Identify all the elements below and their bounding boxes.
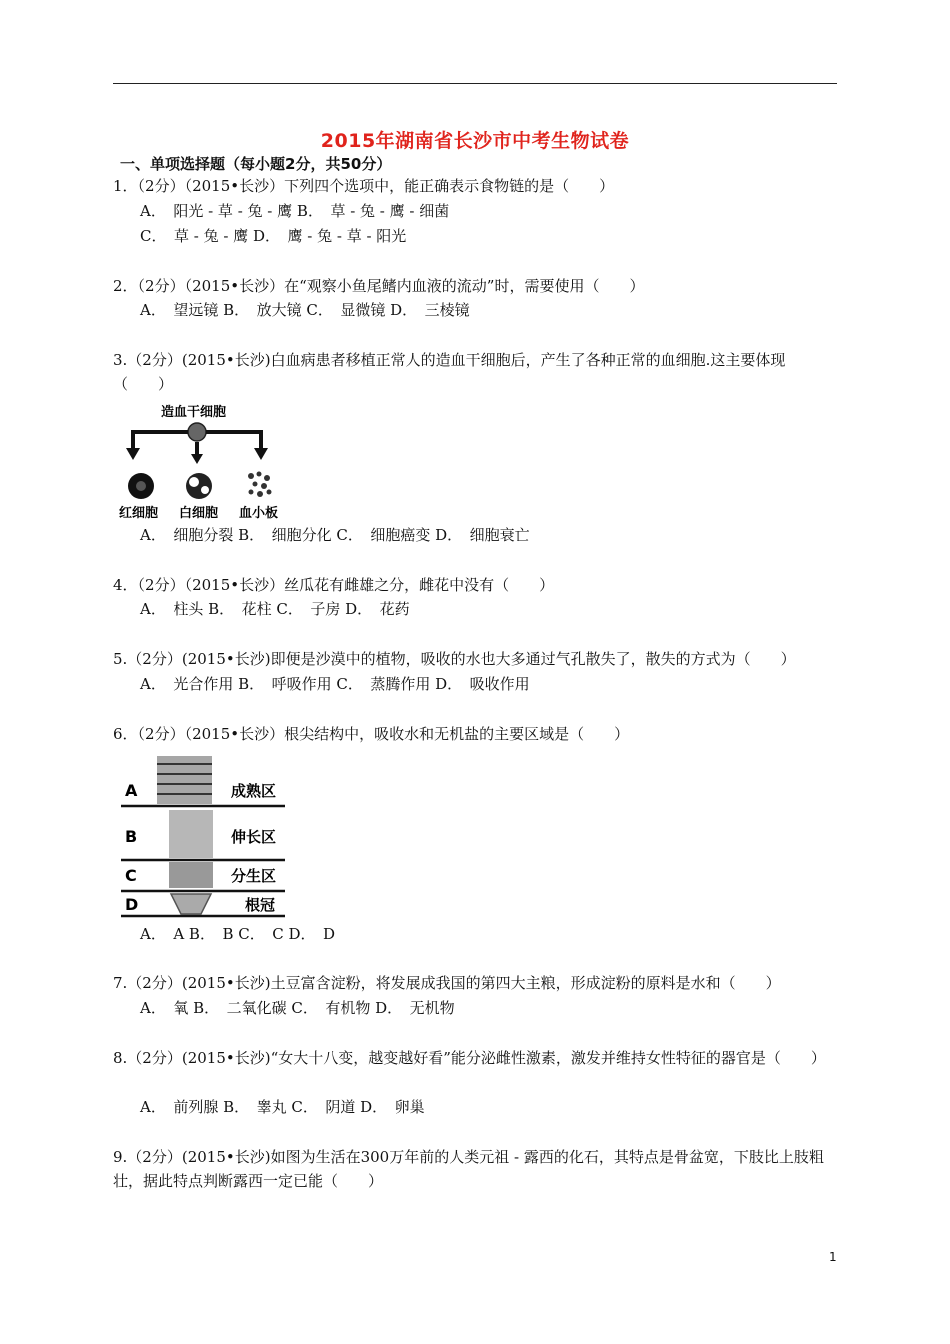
figure-label-white-blood-cell: 白细胞 — [179, 506, 219, 521]
figure-label-red-blood-cell: 红细胞 — [119, 506, 159, 521]
root-zone-label-b: 伸长区 — [231, 828, 277, 846]
page-title: 2015年湖南省长沙市中考生物试卷 — [320, 130, 630, 152]
white-blood-cell-icon — [186, 473, 212, 499]
question-3-stem: 3.（2分）(2015•长沙)白血病患者移植正常人的造血干细胞后，产生了各种正常的血细胞.这主要体现（ ） — [113, 351, 786, 393]
figure-label-platelet: 血小板 — [239, 506, 279, 521]
question-8-options: A． 前列腺 B． 睾丸 C． 阴道 D． 卵巢 — [140, 1098, 425, 1116]
root-zone-letter-a: A — [125, 781, 138, 800]
header-rule — [113, 83, 837, 84]
figure-label-stem-cell: 造血干细胞 — [161, 405, 227, 420]
question-6-options: A． A B． B C． C D． D — [140, 925, 336, 943]
question-7-options: A． 氧 B． 二氧化碳 C． 有机物 D． 无机物 — [140, 999, 455, 1017]
root-zone-label-c: 分生区 — [231, 867, 277, 885]
stem-cell-differentiation-figure — [113, 400, 288, 522]
question-7-stem: 7.（2分）(2015•长沙)土豆富含淀粉，将发展成我国的第四大主粮，形成淀粉的原料是水和（ ） — [113, 974, 781, 992]
question-1-stem: 1．（2分）（2015•长沙）下列四个选项中，能正确表示食物链的是（ ） — [113, 177, 615, 195]
question-4-stem: 4．（2分）（2015•长沙）丝瓜花有雌雄之分，雌花中没有（ ） — [113, 576, 555, 594]
platelet-icon — [248, 472, 272, 498]
question-6-stem: 6．（2分）（2015•长沙）根尖结构中，吸收水和无机盐的主要区域是（ ） — [113, 725, 630, 743]
question-5-stem: 5.（2分）(2015•长沙)即便是沙漠中的植物，吸收的水也大多通过气孔散失了，散失的方式为（ ） — [113, 650, 796, 668]
root-zone-label-d: 根冠 — [245, 896, 276, 914]
root-zone-label-a: 成熟区 — [231, 782, 277, 800]
root-zone-letter-b: B — [125, 827, 138, 846]
question-5-options: A． 光合作用 B． 呼吸作用 C． 蒸腾作用 D． 吸收作用 — [140, 675, 530, 693]
question-1-options-row-2: C． 草 - 兔 - 鹰 D． 鹰 - 兔 - 草 - 阳光 — [140, 227, 407, 245]
root-zone-letter-d: D — [125, 895, 139, 914]
stem-cell-icon — [188, 423, 206, 441]
section-heading: 一、单项选择题（每小题2分，共50分） — [120, 155, 392, 173]
question-3-options: A． 细胞分裂 B． 细胞分化 C． 细胞癌变 D． 细胞衰亡 — [140, 526, 530, 544]
root-tip-figure — [117, 750, 289, 920]
page-number: 1 — [829, 1250, 837, 1264]
question-9-stem: 9.（2分）(2015•长沙)如图为生活在300万年前的人类元祖 - 露西的化石，其特点是骨盆宽，下肢比上肢粗壮，据此特点判断露西一定已能（ ） — [113, 1148, 824, 1190]
question-1-options-row-1: A． 阳光 - 草 - 兔 - 鹰 B． 草 - 兔 - 鹰 - 细菌 — [140, 202, 450, 220]
arrow-right-icon — [206, 432, 261, 450]
question-2-options: A． 望远镜 B． 放大镜 C． 显微镜 D． 三棱镜 — [140, 301, 470, 319]
question-8-stem: 8.（2分）(2015•长沙)“女大十八变，越变越好看”能分泌雌性激素，激发并维持女性特征的器官是（ ） — [113, 1049, 826, 1067]
arrow-left-icon — [133, 432, 188, 450]
question-4-options: A． 柱头 B． 花柱 C． 子房 D． 花药 — [140, 600, 410, 618]
question-2-stem: 2．（2分）（2015•长沙）在“观察小鱼尾鳍内血液的流动”时，需要使用（ ） — [113, 277, 645, 295]
root-zone-letter-c: C — [125, 866, 137, 885]
